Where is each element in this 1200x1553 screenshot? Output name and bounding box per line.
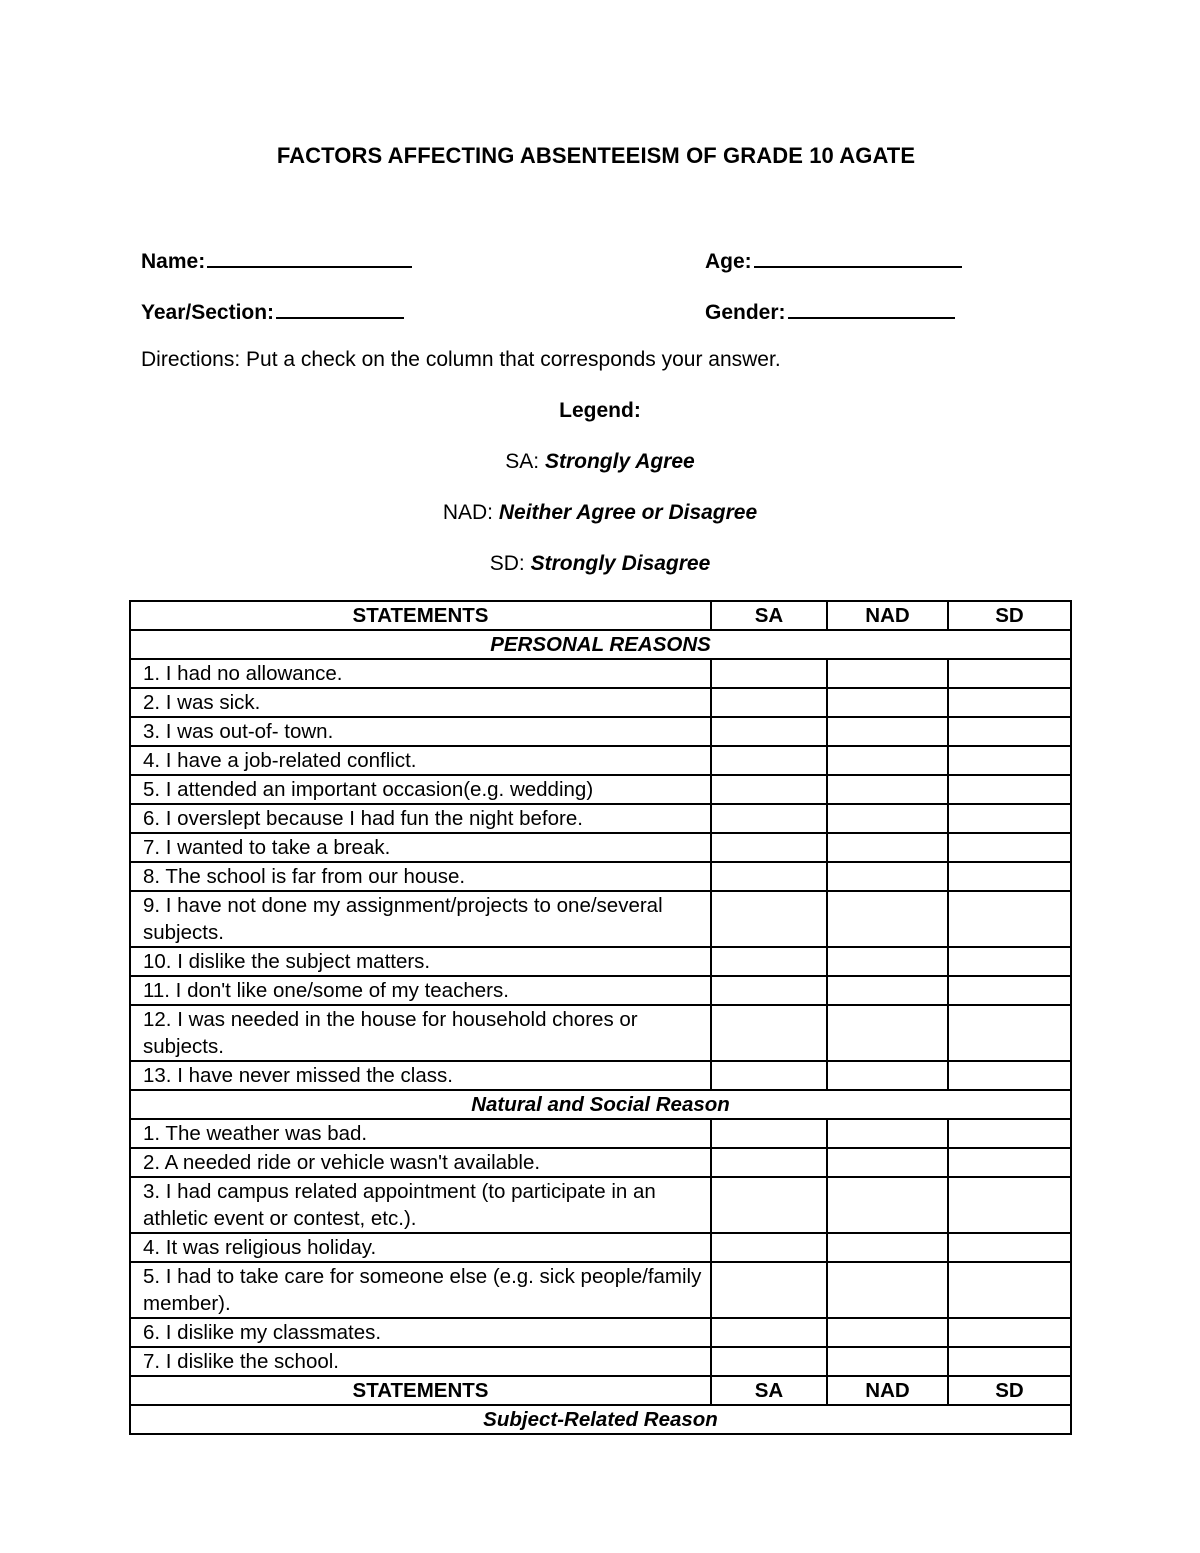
sd-check-cell[interactable] (948, 717, 1071, 746)
nad-check-cell[interactable] (827, 717, 948, 746)
table-row (130, 688, 1071, 717)
statement-cell: 10. I dislike the subject matters. (130, 947, 711, 976)
table-header-row-repeat (130, 1376, 1071, 1405)
name-field[interactable] (141, 247, 412, 274)
legend-sd-code: SD: (489, 552, 525, 575)
legend-nad-code: NAD: (442, 501, 493, 524)
table-row (130, 947, 1071, 976)
legend-title: Legend: (559, 399, 641, 422)
legend-nad (0, 501, 1200, 525)
header-sd: SD (948, 601, 1071, 630)
nad-check-cell[interactable] (827, 1347, 948, 1376)
table-row (130, 659, 1071, 688)
table-row (130, 1148, 1071, 1177)
sd-check-cell[interactable] (948, 804, 1071, 833)
age-blank-line[interactable] (754, 247, 962, 268)
sd-check-cell[interactable] (948, 1233, 1071, 1262)
table-row (130, 1119, 1071, 1148)
sd-check-cell[interactable] (948, 659, 1071, 688)
statement-cell: 1. The weather was bad. (130, 1119, 711, 1148)
statement-cell: 8. The school is far from our house. (130, 862, 711, 891)
statement-cell: 6. I overslept because I had fun the night before. (130, 804, 711, 833)
nad-check-cell[interactable] (827, 688, 948, 717)
nad-check-cell[interactable] (827, 1233, 948, 1262)
statement-cell: 1. I had no allowance. (130, 659, 711, 688)
sd-check-cell[interactable] (948, 775, 1071, 804)
sa-check-cell[interactable] (711, 1347, 827, 1376)
legend-sa-code: SA: (505, 450, 540, 473)
legend-sa-text: Strongly Agree (544, 450, 695, 473)
gender-blank-line[interactable] (788, 298, 955, 319)
sd-check-cell[interactable] (948, 688, 1071, 717)
section-title-natural-social: Natural and Social Reason (130, 1090, 1071, 1119)
statement-cell: 4. It was religious holiday. (130, 1233, 711, 1262)
statement-cell: 6. I dislike my classmates. (130, 1318, 711, 1347)
table-row (130, 976, 1071, 1005)
table-row (130, 775, 1071, 804)
sd-check-cell[interactable] (948, 1318, 1071, 1347)
table-row (130, 1005, 1071, 1061)
header-sa: SA (711, 1376, 827, 1405)
statement-cell: 3. I was out-of- town. (130, 717, 711, 746)
age-field[interactable] (705, 247, 962, 274)
sd-check-cell[interactable] (948, 1005, 1071, 1061)
legend-sd-text: Strongly Disagree (530, 552, 711, 575)
sd-check-cell[interactable] (948, 891, 1071, 947)
nad-check-cell[interactable] (827, 1005, 948, 1061)
statement-cell: 5. I had to take care for someone else (e.g. sick people/family member). (130, 1262, 711, 1318)
table-header-row (130, 601, 1071, 630)
sd-check-cell[interactable] (948, 1262, 1071, 1318)
legend-nad-text: Neither Agree or Disagree (498, 501, 758, 524)
sa-check-cell[interactable] (711, 1262, 827, 1318)
sd-check-cell[interactable] (948, 833, 1071, 862)
sa-check-cell[interactable] (711, 1177, 827, 1233)
table-row (130, 1347, 1071, 1376)
statement-cell: 13. I have never missed the class. (130, 1061, 711, 1090)
year-section-label: Year/Section: (141, 301, 275, 324)
page-title: FACTORS AFFECTING ABSENTEEISM OF GRADE 10 AGATE (276, 143, 916, 168)
sa-check-cell[interactable] (711, 1233, 827, 1262)
table-row (130, 804, 1071, 833)
sd-check-cell[interactable] (948, 862, 1071, 891)
nad-check-cell[interactable] (827, 775, 948, 804)
statement-cell: 9. I have not done my assignment/projects to one/several subjects. (130, 891, 711, 947)
table-row (130, 1318, 1071, 1347)
header-statements: STATEMENTS (130, 1376, 711, 1405)
table-row (130, 1233, 1071, 1262)
header-sd: SD (948, 1376, 1071, 1405)
sa-check-cell[interactable] (711, 833, 827, 862)
name-blank-line[interactable] (207, 247, 412, 268)
survey-table (129, 600, 1072, 1435)
legend-sa (0, 450, 1200, 474)
table-row (130, 717, 1071, 746)
nad-check-cell[interactable] (827, 976, 948, 1005)
section-row (130, 630, 1071, 659)
sa-check-cell[interactable] (711, 688, 827, 717)
statement-cell: 2. I was sick. (130, 688, 711, 717)
nad-check-cell[interactable] (827, 1061, 948, 1090)
sd-check-cell[interactable] (948, 1177, 1071, 1233)
sd-check-cell[interactable] (948, 947, 1071, 976)
section-title-subject-related: Subject-Related Reason (130, 1405, 1071, 1434)
nad-check-cell[interactable] (827, 1262, 948, 1318)
section-row (130, 1405, 1071, 1434)
nad-check-cell[interactable] (827, 1177, 948, 1233)
nad-check-cell[interactable] (827, 833, 948, 862)
statement-cell: 7. I wanted to take a break. (130, 833, 711, 862)
sa-check-cell[interactable] (711, 862, 827, 891)
header-nad: NAD (827, 1376, 948, 1405)
statement-cell: 2. A needed ride or vehicle wasn't available. (130, 1148, 711, 1177)
nad-check-cell[interactable] (827, 1119, 948, 1148)
nad-check-cell[interactable] (827, 804, 948, 833)
table-row (130, 746, 1071, 775)
gender-field[interactable] (705, 298, 955, 325)
sd-check-cell[interactable] (948, 1119, 1071, 1148)
sa-check-cell[interactable] (711, 976, 827, 1005)
nad-check-cell[interactable] (827, 947, 948, 976)
table-row (130, 891, 1071, 947)
year-section-field[interactable] (141, 298, 404, 325)
age-label: Age: (705, 250, 752, 273)
table-row (130, 1262, 1071, 1318)
statement-cell: 7. I dislike the school. (130, 1347, 711, 1376)
nad-check-cell[interactable] (827, 862, 948, 891)
gender-label: Gender: (705, 301, 786, 324)
nad-check-cell[interactable] (827, 659, 948, 688)
statement-cell: 12. I was needed in the house for household chores or subjects. (130, 1005, 711, 1061)
table-row (130, 1177, 1071, 1233)
sd-check-cell[interactable] (948, 976, 1071, 1005)
table-row (130, 833, 1071, 862)
sa-check-cell[interactable] (711, 1318, 827, 1347)
sa-check-cell[interactable] (711, 804, 827, 833)
name-label: Name: (141, 250, 206, 273)
section-row (130, 1090, 1071, 1119)
statement-cell: 3. I had campus related appointment (to participate in an athletic event or contest, etc.). (130, 1177, 711, 1233)
sa-check-cell[interactable] (711, 947, 827, 976)
legend-sd (0, 552, 1200, 576)
sa-check-cell[interactable] (711, 717, 827, 746)
table-row (130, 1061, 1071, 1090)
nad-check-cell[interactable] (827, 746, 948, 775)
sd-check-cell[interactable] (948, 746, 1071, 775)
section-title-personal-reasons: PERSONAL REASONS (130, 630, 1071, 659)
sd-check-cell[interactable] (948, 1347, 1071, 1376)
sd-check-cell[interactable] (948, 1148, 1071, 1177)
directions-text: Directions: Put a check on the column that corresponds your answer. (141, 348, 781, 371)
nad-check-cell[interactable] (827, 891, 948, 947)
nad-check-cell[interactable] (827, 1148, 948, 1177)
sa-check-cell[interactable] (711, 891, 827, 947)
table-row (130, 862, 1071, 891)
sa-check-cell[interactable] (711, 775, 827, 804)
sd-check-cell[interactable] (948, 1061, 1071, 1090)
statement-cell: 4. I have a job-related conflict. (130, 746, 711, 775)
statement-cell: 11. I don't like one/some of my teachers. (130, 976, 711, 1005)
header-sa: SA (711, 601, 827, 630)
header-nad: NAD (827, 601, 948, 630)
sa-check-cell[interactable] (711, 659, 827, 688)
sa-check-cell[interactable] (711, 746, 827, 775)
sa-check-cell[interactable] (711, 1061, 827, 1090)
statement-cell: 5. I attended an important occasion(e.g. wedding) (130, 775, 711, 804)
year-section-blank-line[interactable] (276, 298, 404, 319)
sa-check-cell[interactable] (711, 1005, 827, 1061)
sa-check-cell[interactable] (711, 1119, 827, 1148)
header-statements: STATEMENTS (130, 601, 711, 630)
sa-check-cell[interactable] (711, 1148, 827, 1177)
nad-check-cell[interactable] (827, 1318, 948, 1347)
